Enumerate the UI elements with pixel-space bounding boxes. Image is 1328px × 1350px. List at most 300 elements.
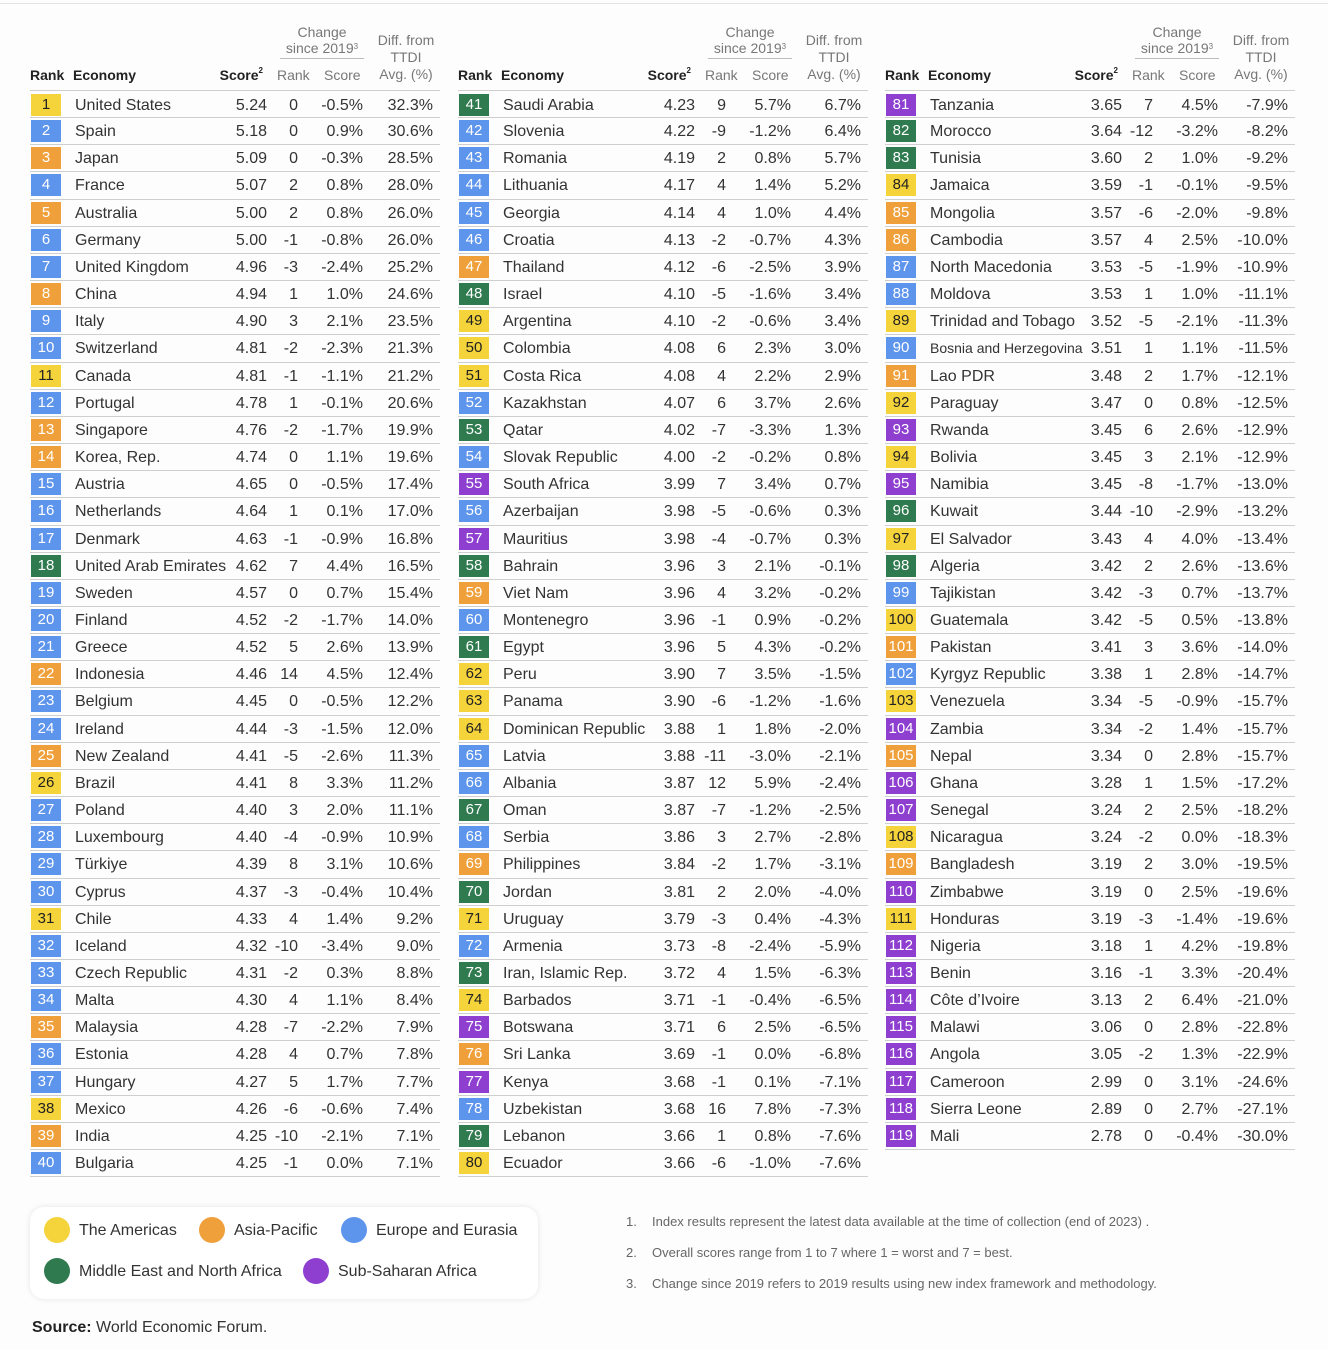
score-change-value: -0.4% [749, 992, 791, 1010]
score-change-value: 0.9% [754, 611, 791, 629]
diff-from-avg-value: -7.3% [819, 1100, 861, 1118]
table-row [885, 960, 1295, 987]
rank-badge: 84 [886, 174, 916, 196]
header-change-rule [1135, 58, 1219, 59]
rank-change-value: 6 [717, 394, 726, 412]
economy-name: Kenya [503, 1073, 549, 1091]
score-value: 4.52 [235, 611, 267, 629]
diff-from-avg-value: -15.7% [1237, 747, 1288, 765]
table-row [30, 743, 440, 770]
legend-label: The Americas [79, 1222, 177, 1239]
score-value: 3.88 [663, 720, 695, 738]
table-row [885, 987, 1295, 1014]
economy-name: Greece [75, 639, 128, 657]
score-change-value: 2.6% [1181, 557, 1218, 575]
diff-from-avg-value: 9.0% [396, 937, 433, 955]
rank-change-value: -5 [1138, 313, 1153, 331]
rank-badge: 91 [886, 365, 916, 387]
economy-name: United Arab Emirates [75, 557, 227, 575]
diff-from-avg-value: -13.7% [1237, 584, 1288, 602]
rank-change-value: 7 [1144, 97, 1153, 114]
table-row [458, 797, 868, 824]
rank-change-value: 3 [1144, 639, 1153, 657]
header-change-rank: Rank [277, 67, 310, 83]
rank-change-value: -1 [283, 530, 298, 548]
score-value: 3.96 [663, 584, 695, 602]
rank-badge: 59 [459, 582, 489, 604]
diff-from-avg-value: 1.3% [824, 421, 861, 439]
header-score-text: Score [219, 67, 259, 83]
score-change-value: 1.4% [1181, 720, 1218, 738]
score-value: 4.08 [663, 340, 695, 358]
score-change-value: 3.1% [326, 856, 363, 874]
header-change-rank: Rank [1132, 67, 1165, 83]
economy-name: Oman [503, 802, 547, 820]
diff-from-avg-value: -22.9% [1237, 1046, 1288, 1064]
score-change-value: 5.9% [754, 774, 791, 792]
table-header [885, 22, 1295, 90]
score-value: 3.66 [663, 1127, 695, 1145]
table-row [458, 335, 868, 362]
table-row [30, 1123, 440, 1150]
rank-change-value: -6 [711, 258, 726, 276]
table-row [885, 716, 1295, 743]
rank-change-value: 1 [1144, 937, 1153, 955]
diff-from-avg-value: 14.0% [387, 611, 433, 629]
diff-from-avg-value: 11.3% [388, 747, 433, 765]
legend-item-sub-saharan [303, 1258, 477, 1286]
rank-badge: 61 [459, 636, 489, 658]
table-body [30, 90, 440, 1177]
rank-badge: 74 [459, 989, 489, 1011]
rank-change-value: -10 [1129, 503, 1153, 521]
rank-badge: 41 [459, 94, 489, 116]
rank-change-value: 0 [289, 150, 298, 168]
rank-badge: 119 [886, 1125, 916, 1147]
economy-name: Cambodia [930, 231, 1003, 249]
score-value: 4.94 [235, 286, 267, 304]
diff-from-avg-value: 11.2% [388, 774, 433, 792]
diff-from-avg-value: -1.6% [819, 693, 861, 711]
economy-name: Costa Rica [503, 367, 582, 385]
table-body [458, 90, 868, 1177]
score-change-value: 1.7% [1181, 367, 1218, 385]
header-rank: Rank [885, 67, 920, 83]
rank-badge: 23 [31, 690, 61, 712]
table-row [30, 471, 440, 498]
table-row [458, 1069, 868, 1096]
score-change-value: 4.0% [1181, 530, 1218, 548]
diff-from-avg-value: -12.5% [1237, 394, 1288, 412]
score-value: 3.34 [1090, 747, 1122, 765]
diff-from-avg-value: 28.5% [387, 150, 433, 168]
economy-name: Philippines [503, 856, 581, 874]
diff-from-avg-value: 7.4% [396, 1100, 433, 1118]
diff-from-avg-value: 12.2% [387, 693, 433, 711]
table-row [885, 688, 1295, 715]
score-value: 3.71 [663, 1019, 695, 1037]
diff-from-avg-value: -1.5% [819, 666, 861, 684]
diff-from-avg-value: -4.0% [819, 883, 861, 901]
score-value: 4.28 [235, 1046, 267, 1064]
score-value: 3.19 [1090, 856, 1122, 874]
diff-from-avg-value: 17.4% [387, 476, 433, 494]
table-row [885, 417, 1295, 444]
diff-from-avg-value: 23.5% [387, 313, 433, 331]
rank-badge: 56 [459, 500, 489, 522]
rank-change-value: -5 [1138, 693, 1153, 711]
header-rank: Rank [30, 67, 65, 83]
table-row [458, 716, 868, 743]
diff-from-avg-value: 19.6% [387, 449, 433, 467]
economy-name: Korea, Rep. [75, 449, 161, 467]
score-change-value: -2.0% [1176, 204, 1218, 222]
rank-badge: 72 [459, 935, 489, 957]
diff-from-avg-value: -12.1% [1237, 367, 1288, 385]
rank-change-value: 2 [1144, 856, 1153, 874]
score-value: 3.24 [1090, 802, 1122, 820]
rank-change-value: 5 [717, 639, 726, 657]
rank-badge: 35 [31, 1016, 61, 1038]
rank-change-value: 9 [717, 97, 726, 114]
score-change-value: 1.0% [1181, 286, 1218, 304]
diff-from-avg-value: -13.2% [1237, 503, 1288, 521]
table-row [458, 390, 868, 417]
rank-change-value: 3 [289, 802, 298, 820]
rank-change-value: -5 [283, 747, 298, 765]
header-change-rule [708, 58, 792, 59]
table-row [30, 553, 440, 580]
diff-from-avg-value: 2.9% [824, 367, 861, 385]
score-value: 3.88 [663, 747, 695, 765]
diff-from-avg-value: 8.8% [396, 965, 433, 982]
legend-item-europe-eurasia [341, 1217, 517, 1245]
score-change-value: 4.3% [754, 639, 791, 657]
score-value: 3.57 [1090, 231, 1122, 249]
rank-badge: 52 [459, 392, 489, 414]
table-row [458, 879, 868, 906]
header-change-sup: 3 [1208, 42, 1214, 51]
score-change-value: 0.7% [326, 1046, 363, 1064]
economy-name: Croatia [503, 231, 555, 249]
economy-name: North Macedonia [930, 258, 1052, 276]
score-change-value: -1.7% [321, 421, 363, 439]
rank-change-value: -7 [283, 1019, 298, 1037]
header-change-score: Score [752, 67, 789, 83]
rank-badge: 96 [886, 500, 916, 522]
score-value: 4.12 [663, 258, 695, 276]
economy-name: Iran, Islamic Rep. [503, 965, 628, 982]
score-change-value: -0.1% [1176, 177, 1218, 195]
economy-name: Spain [75, 123, 116, 141]
diff-from-avg-value: -19.8% [1237, 937, 1288, 955]
table-row [30, 688, 440, 715]
economy-name: Lebanon [503, 1127, 566, 1145]
rank-change-value: -2 [1138, 720, 1153, 738]
score-value: 4.46 [235, 666, 267, 684]
table-row [458, 471, 868, 498]
rank-change-value: 4 [1144, 530, 1153, 548]
economy-name: Sierra Leone [930, 1100, 1022, 1118]
economy-name: Türkiye [75, 856, 128, 874]
score-value: 4.28 [235, 1019, 267, 1037]
rank-change-value: 1 [289, 286, 298, 304]
score-change-value: 0.0% [326, 1155, 363, 1173]
score-change-value: -1.2% [749, 123, 791, 141]
table-row [458, 607, 868, 634]
diff-from-avg-value: -15.7% [1237, 693, 1288, 711]
diff-from-avg-value: -19.5% [1237, 856, 1288, 874]
rank-change-value: 3 [289, 313, 298, 331]
diff-from-avg-value: 0.3% [824, 530, 861, 548]
rank-badge: 98 [886, 555, 916, 577]
score-change-value: 2.5% [1181, 883, 1218, 901]
rank-badge: 3 [31, 147, 61, 169]
table-row [30, 879, 440, 906]
economy-name: Egypt [503, 639, 544, 657]
economy-name: Zimbabwe [930, 883, 1004, 901]
table-row [885, 390, 1295, 417]
rank-badge: 33 [31, 962, 61, 984]
score-change-value: -1.9% [1176, 258, 1218, 276]
rank-change-value: 16 [708, 1100, 726, 1118]
economy-name: Mauritius [503, 530, 568, 548]
header-economy: Economy [501, 67, 565, 83]
score-change-value: 1.4% [326, 910, 363, 928]
table-row [885, 797, 1295, 824]
header-diff-line3: Avg. (%) [1234, 66, 1288, 82]
table-row [30, 526, 440, 553]
header-change-group [708, 24, 792, 56]
score-change-value: 2.8% [1181, 747, 1218, 765]
diff-from-avg-value: -13.0% [1237, 476, 1288, 494]
economy-name: Côte d’Ivoire [930, 992, 1020, 1010]
score-value: 5.07 [235, 177, 267, 195]
header-score-sup: 2 [258, 66, 263, 75]
score-value: 4.17 [663, 177, 695, 195]
table-row [30, 145, 440, 172]
rank-change-value: 2 [1144, 992, 1153, 1010]
score-value: 4.40 [235, 802, 267, 820]
rank-change-value: 2 [1144, 802, 1153, 820]
diff-from-avg-value: 11.1% [388, 802, 433, 820]
score-value: 4.00 [663, 449, 695, 467]
rank-badge: 31 [31, 908, 61, 930]
economy-name: Denmark [75, 530, 140, 548]
economy-name: Bangladesh [930, 856, 1015, 874]
diff-from-avg-value: -19.6% [1237, 883, 1288, 901]
score-change-value: -0.2% [749, 449, 791, 467]
rank-badge: 43 [459, 147, 489, 169]
score-change-value: 0.8% [326, 204, 363, 222]
diff-from-avg-value: -7.1% [819, 1073, 861, 1091]
rank-badge: 9 [31, 310, 61, 332]
score-value: 4.63 [235, 530, 267, 548]
economy-name: Zambia [930, 720, 984, 738]
table-row [885, 607, 1295, 634]
score-change-value: 0.9% [326, 123, 363, 141]
score-value: 3.19 [1090, 883, 1122, 901]
rank-badge: 16 [31, 500, 61, 522]
rank-badge: 82 [886, 120, 916, 142]
diff-from-avg-value: 7.7% [396, 1073, 433, 1091]
diff-from-avg-value: 0.7% [824, 476, 861, 494]
score-change-value: -0.1% [321, 394, 363, 412]
score-value: 4.02 [663, 421, 695, 439]
rank-badge: 30 [31, 881, 61, 903]
rank-change-value: 1 [717, 1127, 726, 1145]
score-value: 3.84 [663, 856, 695, 874]
rank-change-value: 5 [289, 1073, 298, 1091]
rank-change-value: 0 [1144, 883, 1153, 901]
score-value: 3.69 [663, 1046, 695, 1064]
rank-change-value: 6 [717, 340, 726, 358]
score-value: 4.57 [235, 584, 267, 602]
score-value: 4.22 [663, 123, 695, 141]
economy-name: Lao PDR [930, 367, 995, 385]
diff-from-avg-value: 12.4% [387, 666, 433, 684]
rank-badge: 62 [459, 663, 489, 685]
score-value: 4.76 [235, 421, 267, 439]
rank-change-value: 2 [289, 177, 298, 195]
score-value: 3.42 [1090, 611, 1122, 629]
rank-change-value: 0 [289, 123, 298, 141]
score-change-value: -1.7% [321, 611, 363, 629]
rank-change-value: 0 [1144, 1127, 1153, 1145]
score-value: 3.87 [663, 774, 695, 792]
table-row [30, 498, 440, 525]
economy-name: Belgium [75, 693, 133, 711]
score-value: 2.89 [1090, 1100, 1122, 1118]
diff-from-avg-value: -11.5% [1238, 340, 1288, 358]
economy-name: Cameroon [930, 1073, 1005, 1091]
economy-name: Jamaica [930, 177, 990, 195]
score-change-value: 3.5% [754, 666, 791, 684]
rank-badge: 105 [886, 745, 916, 767]
header-score [1075, 67, 1118, 83]
table-row [30, 634, 440, 661]
table-row [458, 90, 868, 118]
rank-badge: 111 [886, 908, 916, 930]
table-row [30, 1014, 440, 1041]
score-value: 3.68 [663, 1100, 695, 1118]
diff-from-avg-value: -27.1% [1237, 1100, 1288, 1118]
table-body [885, 90, 1295, 1150]
diff-from-avg-value: 26.0% [387, 231, 433, 249]
diff-from-avg-value: -30.0% [1237, 1127, 1288, 1145]
score-value: 4.41 [235, 747, 267, 765]
rank-change-value: -2 [711, 231, 726, 249]
rank-change-value: 0 [289, 476, 298, 494]
score-value: 3.66 [663, 1155, 695, 1173]
header-economy: Economy [73, 67, 137, 83]
score-change-value: 1.0% [1181, 150, 1218, 168]
score-change-value: -2.2% [321, 1019, 363, 1037]
rank-change-value: 1 [289, 394, 298, 412]
score-value: 3.87 [663, 802, 695, 820]
score-change-value: 2.7% [754, 829, 791, 847]
diff-from-avg-value: -12.9% [1237, 449, 1288, 467]
score-change-value: -1.4% [1176, 910, 1218, 928]
score-value: 4.44 [235, 720, 267, 738]
rank-change-value: 1 [1144, 286, 1153, 304]
rank-badge: 112 [886, 935, 916, 957]
score-change-value: 2.1% [754, 557, 791, 575]
header-score-sup: 2 [1113, 66, 1118, 75]
rank-badge: 49 [459, 310, 489, 332]
header-score-text: Score [1074, 67, 1114, 83]
score-value: 3.96 [663, 611, 695, 629]
table-row [885, 824, 1295, 851]
rank-badge: 25 [31, 745, 61, 767]
rank-change-value: 2 [1144, 150, 1153, 168]
table-row [30, 118, 440, 145]
rank-badge: 109 [886, 853, 916, 875]
header-diff-group [371, 32, 441, 83]
rank-badge: 19 [31, 582, 61, 604]
header-change-score: Score [1179, 67, 1216, 83]
rank-badge: 46 [459, 229, 489, 251]
rank-badge: 60 [459, 609, 489, 631]
table-row [885, 1096, 1295, 1123]
rank-badge: 86 [886, 229, 916, 251]
rank-change-value: -2 [1138, 1046, 1153, 1064]
rank-change-value: -1 [711, 1046, 726, 1064]
rank-badge: 34 [31, 989, 61, 1011]
rank-change-value: -10 [274, 1127, 298, 1145]
economy-name: Senegal [930, 802, 989, 820]
table-row [458, 1041, 868, 1068]
table-row [30, 90, 440, 118]
score-change-value: 2.7% [1181, 1100, 1218, 1118]
rank-badge: 69 [459, 853, 489, 875]
diff-from-avg-value: -6.3% [819, 965, 861, 982]
score-change-value: 3.1% [1181, 1073, 1218, 1091]
economy-name: Dominican Republic [503, 720, 646, 738]
score-value: 3.43 [1090, 530, 1122, 548]
economy-name: Kuwait [930, 503, 979, 521]
score-value: 3.45 [1090, 449, 1122, 467]
score-change-value: -0.4% [1176, 1127, 1218, 1145]
header-change-rule [280, 58, 364, 59]
score-value: 3.79 [663, 910, 695, 928]
rank-badge: 93 [886, 419, 916, 441]
economy-name: Tanzania [930, 97, 995, 114]
diff-from-avg-value: 4.4% [824, 204, 861, 222]
rank-change-value: 8 [289, 774, 298, 792]
score-change-value: 3.6% [1181, 639, 1218, 657]
rank-change-value: -3 [711, 910, 726, 928]
rank-change-value: 1 [289, 503, 298, 521]
rank-change-value: -1 [711, 1073, 726, 1091]
header-diff-group [1226, 32, 1296, 83]
diff-from-avg-value: 32.3% [387, 97, 433, 114]
score-change-value: 2.0% [326, 802, 363, 820]
table-row [458, 444, 868, 471]
rank-badge: 116 [886, 1043, 916, 1065]
score-change-value: 7.8% [754, 1100, 791, 1118]
rank-change-value: -1 [283, 367, 298, 385]
table-row [30, 933, 440, 960]
economy-name: Colombia [503, 340, 571, 358]
economy-name: Japan [75, 150, 119, 168]
rank-badge: 44 [459, 174, 489, 196]
diff-from-avg-value: -6.5% [819, 992, 861, 1010]
rank-badge: 53 [459, 419, 489, 441]
rank-badge: 63 [459, 690, 489, 712]
score-change-value: 0.1% [754, 1073, 791, 1091]
score-change-value: -3.4% [321, 937, 363, 955]
